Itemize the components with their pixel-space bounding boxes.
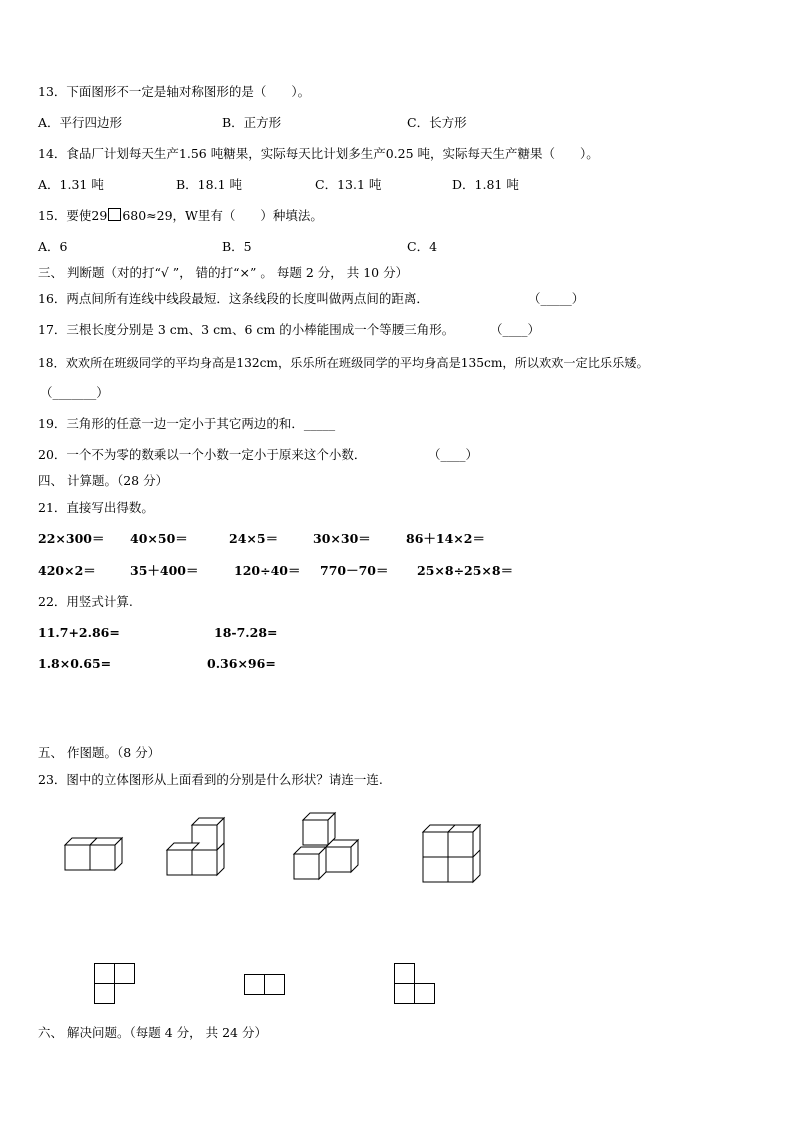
q21-calc: 24×5＝	[229, 531, 279, 546]
solid-figure-1	[60, 830, 130, 880]
q13-stem: 13．下面图形不一定是轴对称图形的是（ ）。	[38, 84, 311, 99]
q21-calc: 22×300＝	[38, 531, 105, 546]
q13-option-c: C．长方形	[407, 115, 467, 130]
q22-item: 0.36×96=	[207, 656, 276, 671]
q21-stem: 21．直接写出得数。	[38, 500, 154, 515]
q15-option-c: C．4	[407, 239, 438, 254]
q18-text: 18．欢欢所在班级同学的平均身高是132cm，乐乐所在班级同学的平均身高是135cm，所以欢欢一定比乐乐矮。	[38, 356, 649, 370]
q21-calc: 420×2＝	[38, 563, 96, 578]
blank-square-icon	[108, 208, 121, 221]
q15-stem	[38, 208, 323, 224]
solid-figure-2	[160, 815, 235, 885]
q13-option-a: A．平行四边形	[38, 115, 123, 130]
q16-answer-blank[interactable]: （_____）	[528, 291, 585, 306]
q21-calc: 120÷40＝	[234, 563, 301, 578]
q22-item: 1.8×0.65=	[38, 656, 112, 671]
q16-text: 16．两点间所有连线中线段最短．这条线段的长度叫做两点间的距离．	[38, 291, 429, 306]
solid-figure-3	[288, 808, 368, 888]
section-4-heading: 四、 计算题。（28 分）	[38, 473, 169, 488]
q15-stem-post: 680≈29，W里有（ ）种填法。	[122, 208, 323, 223]
cube	[326, 840, 358, 872]
q14-option-c: C．13.1 吨	[315, 177, 382, 192]
q19-text: 19．三角形的任意一边一定小于其它两边的和．_____	[38, 416, 336, 431]
cube	[303, 813, 335, 845]
top-view-3[interactable]	[394, 963, 436, 1005]
cube	[294, 847, 326, 879]
q15-stem-pre: 15．要使29	[38, 208, 108, 223]
q17-text: 17．三根长度分别是 3 cm、3 cm、6 cm 的小棒能围成一个等腰三角形。	[38, 322, 455, 337]
q13-option-b: B．正方形	[222, 115, 282, 130]
q22-stem: 22．用竖式计算.	[38, 594, 133, 609]
top-view-1[interactable]	[94, 963, 136, 1005]
q14-stem: 14．食品厂计划每天生产1.56 吨糖果，实际每天比计划多生产0.25 吨，实际每天生产糖果（ ）。	[38, 146, 599, 161]
section-6-heading: 六、 解决问题。（每题 4 分， 共 24 分）	[38, 1025, 267, 1040]
q21-calc: 30×30＝	[313, 531, 371, 546]
q21-calc: 40×50＝	[130, 531, 188, 546]
q14-option-b: B．18.1 吨	[176, 177, 242, 192]
solid-figure-4	[418, 820, 488, 890]
cube	[90, 838, 122, 870]
q18-answer-blank[interactable]: （_______）	[40, 385, 109, 400]
q21-calc: 25×8÷25×8＝	[417, 563, 514, 578]
q15-option-b: B．5	[222, 239, 252, 254]
q20-answer-blank[interactable]: （____）	[428, 447, 479, 462]
q17-answer-blank[interactable]: （____）	[490, 322, 541, 337]
q21-calc: 35＋400＝	[130, 563, 199, 578]
q21-calc: 770－70＝	[320, 563, 389, 578]
q14-option-d: D．1.81 吨	[452, 177, 519, 192]
top-view-2[interactable]	[244, 974, 286, 996]
q21-calc: 86＋14×2＝	[406, 531, 485, 546]
section-3-heading: 三、 判断题（对的打“√ ”， 错的打“×” 。 每题 2 分， 共 10 分）	[38, 265, 409, 280]
q23-stem: 23．图中的立体图形从上面看到的分别是什么形状？请连一连.	[38, 772, 383, 787]
section-5-heading: 五、 作图题。（8 分）	[38, 745, 161, 760]
q14-option-a: A．1.31 吨	[38, 177, 104, 192]
q20-text: 20．一个不为零的数乘以一个小数一定小于原来这个小数．	[38, 447, 367, 462]
q22-item: 11.7+2.86=	[38, 625, 120, 640]
q15-option-a: A．6	[38, 239, 68, 254]
q22-item: 18-7.28=	[214, 625, 278, 640]
